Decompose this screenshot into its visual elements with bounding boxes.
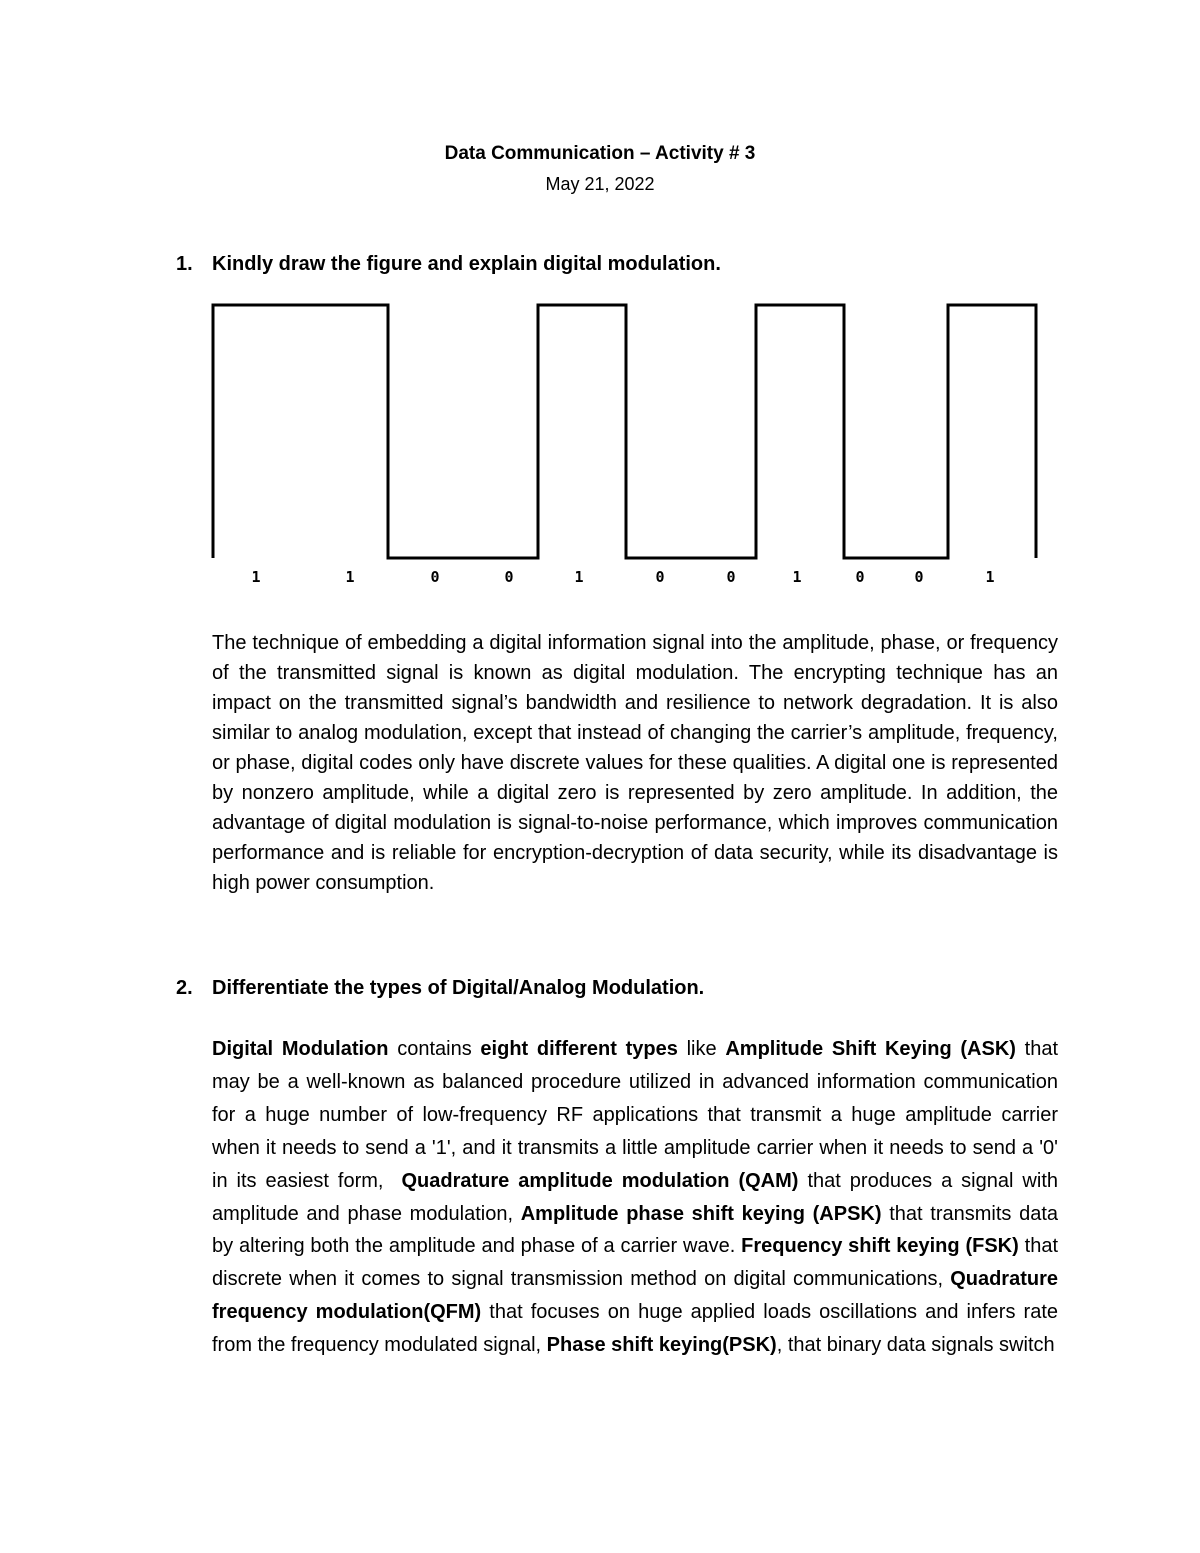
document-title: Data Communication – Activity # 3 — [444, 143, 756, 164]
answer-term: eight different types — [480, 1038, 678, 1060]
bit-label: 0 — [430, 568, 440, 586]
answer-term: Quadrature frequency modulation(QFM) — [212, 1268, 1058, 1324]
answer-text: contains — [388, 1038, 481, 1060]
bit-label: 0 — [914, 568, 924, 586]
bit-label: 0 — [855, 568, 865, 586]
answer-text: that produces a signal with amplitude and phase modulation, — [212, 1169, 1058, 1225]
bit-label: 1 — [574, 568, 584, 586]
bit-label: 1 — [792, 568, 802, 586]
bit-label: 1 — [251, 568, 261, 586]
question-2-number: 2. — [176, 977, 193, 999]
bit-label: 1 — [345, 568, 355, 586]
answer-text: that may be a well-known as balanced procedure utilized in advanced information communication for a huge number of low-frequency RF applications that transmit a huge amplitude carrier when it needs to send a '1', and it transmits a little amplitude carrier when it needs to send a '0' in its easiest form, — [212, 1038, 1059, 1192]
question-1 — [176, 253, 721, 276]
question-2 — [176, 977, 704, 1000]
answer-term: Frequency shift keying (FSK) — [741, 1235, 1019, 1258]
square-wave-line — [213, 305, 1036, 558]
answer-text: like — [677, 1038, 726, 1060]
answer-text: that focuses on huge applied loads oscillations and infers rate from the frequency modulated signal, — [212, 1301, 1058, 1357]
answer-term: Phase shift keying(PSK) — [546, 1334, 777, 1357]
bit-label: 0 — [504, 568, 514, 586]
answer-text: that transmits data by altering both the amplitude and phase of a carrier wave. — [212, 1202, 1059, 1258]
question-2-answer — [212, 1033, 1058, 1362]
answer-text: , that binary data signals switch — [776, 1334, 1055, 1357]
bit-label: 0 — [726, 568, 736, 586]
question-1-answer: The technique of embedding a digital information signal into the amplitude, phase, or frequency of the transmitted signal is known as digital modulation. The encrypting technique has an impact on the transmitted signal’s bandwidth and resilience to network degradation. It is also similar to analog modulation, except that instead of changing the carrier’s amplitude, frequency, or phase, digital codes only have discrete values for these qualities. A digital one is represented by nonzero amplitude, while a digital zero is represented by zero amplitude. In addition, the advantage of digital modulation is signal-to-noise performance, which improves communication performance and is reliable for encryption-decryption of data security, while its disadvantage is high power consumption. — [212, 632, 1058, 894]
answer-term: Quadrature amplitude modulation (QAM) — [401, 1169, 799, 1192]
digital-signal-figure — [200, 296, 1080, 592]
answer-term: Amplitude Shift Keying (ASK) — [725, 1038, 1016, 1060]
bit-label: 1 — [985, 568, 995, 586]
answer-term: Amplitude phase shift keying (APSK) — [520, 1202, 882, 1225]
question-1-prompt: Kindly draw the figure and explain digital modulation. — [212, 253, 721, 275]
answer-text: that discrete when it comes to signal transmission method on digital communications, — [212, 1235, 1058, 1291]
answer-term: Digital Modulation — [212, 1038, 389, 1060]
question-1-number: 1. — [176, 253, 193, 275]
bit-label: 0 — [655, 568, 665, 586]
document-date: May 21, 2022 — [545, 174, 655, 194]
question-2-prompt: Differentiate the types of Digital/Analog Modulation. — [212, 977, 705, 999]
